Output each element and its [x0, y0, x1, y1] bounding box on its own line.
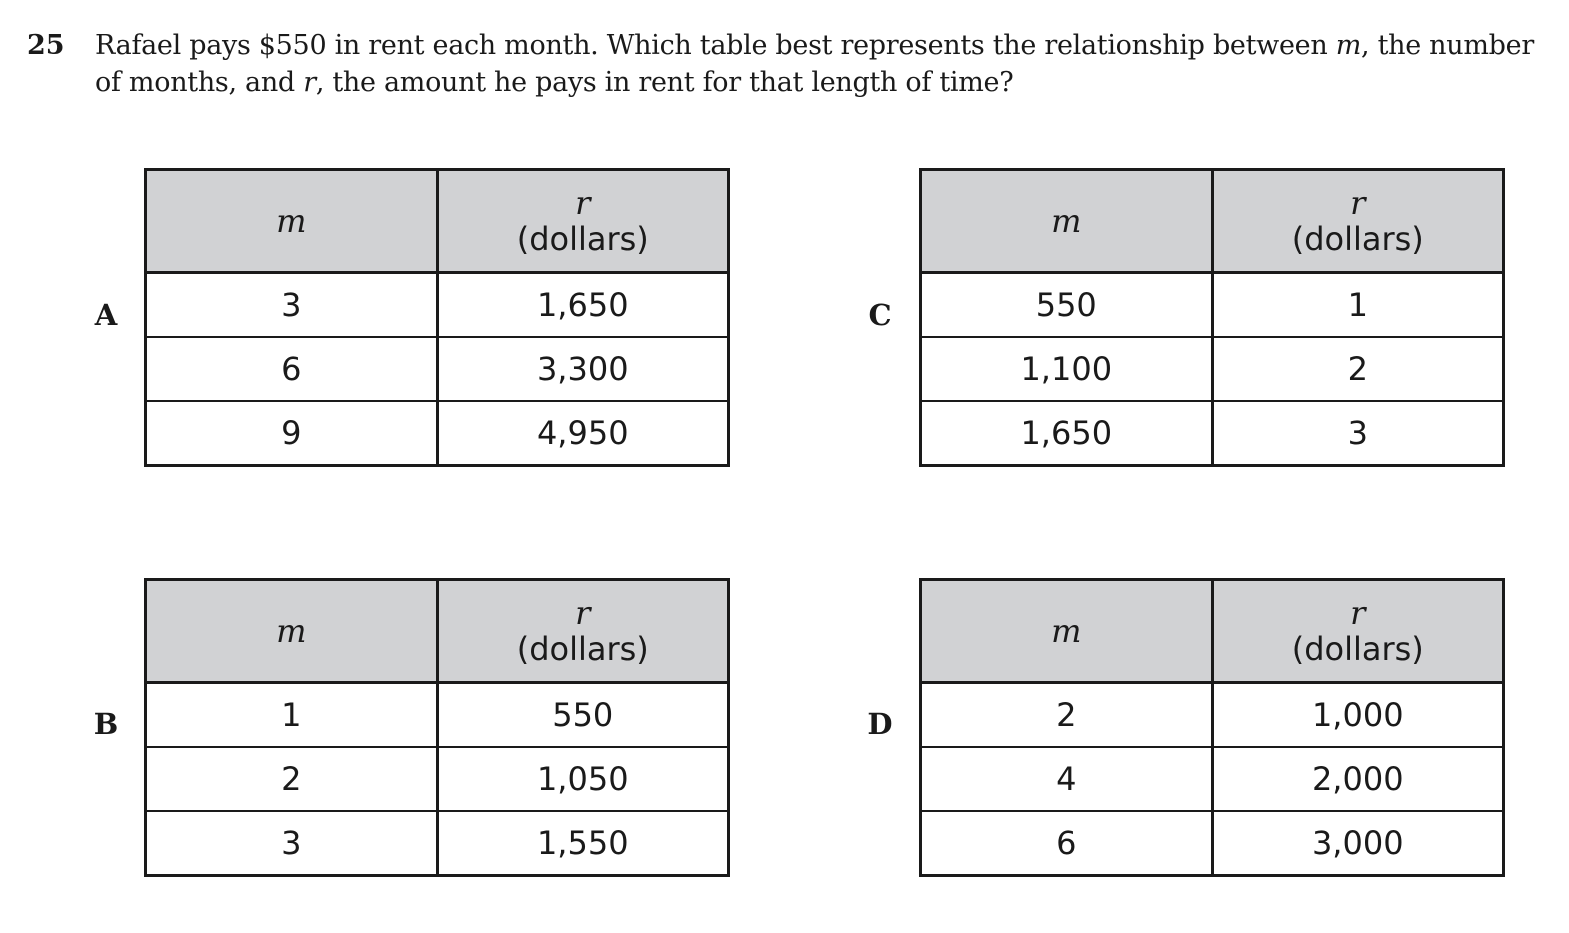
table-header-row — [921, 170, 1504, 273]
header-r-unit: (dollars) — [1291, 630, 1424, 668]
r-value: 3,300 — [437, 337, 729, 401]
header-r-cell — [1212, 170, 1504, 273]
header-r-cell — [1212, 580, 1504, 683]
header-m: m — [1051, 202, 1082, 240]
table-header-row — [146, 580, 729, 683]
table-row — [146, 683, 729, 748]
option-c-letter[interactable]: C — [868, 298, 892, 332]
option-b-letter[interactable]: B — [93, 707, 119, 741]
header-r-unit: (dollars) — [516, 630, 649, 668]
option-b-table[interactable] — [144, 578, 730, 877]
header-m: m — [276, 202, 307, 240]
question-text-part3: , the amount he pays in rent for that length of time? — [315, 67, 1014, 98]
header-r-unit: (dollars) — [1291, 220, 1424, 258]
m-value: 3 — [146, 811, 438, 876]
m-value: 4 — [921, 747, 1213, 811]
table-header-row — [921, 580, 1504, 683]
question-text-part1: Rafael pays $550 in rent each month. Which table best represents the relationship between — [95, 30, 1336, 61]
header-r-cell — [437, 170, 729, 273]
r-value: 1,550 — [437, 811, 729, 876]
table-row — [921, 683, 1504, 748]
option-d-letter[interactable]: D — [867, 707, 893, 741]
table-row — [146, 273, 729, 338]
variable-m: m — [1335, 30, 1362, 61]
header-r: r — [1350, 184, 1366, 222]
r-value: 1,000 — [1212, 683, 1504, 748]
question-number: 25 — [27, 30, 65, 61]
header-m-cell — [921, 170, 1213, 273]
header-r: r — [575, 594, 591, 632]
m-value: 2 — [146, 747, 438, 811]
r-value: 1,650 — [437, 273, 729, 338]
m-value: 9 — [146, 401, 438, 466]
header-m-cell — [146, 580, 438, 683]
m-value: 3 — [146, 273, 438, 338]
option-a-table[interactable] — [144, 168, 730, 467]
question-text — [95, 27, 1535, 101]
table-header-row — [146, 170, 729, 273]
r-value: 1 — [1212, 273, 1504, 338]
header-m: m — [1051, 612, 1082, 650]
table-row — [146, 747, 729, 811]
m-value: 1 — [146, 683, 438, 748]
m-value: 6 — [921, 811, 1213, 876]
r-value: 2,000 — [1212, 747, 1504, 811]
header-r: r — [575, 184, 591, 222]
table-row — [146, 337, 729, 401]
header-r: r — [1350, 594, 1366, 632]
r-value: 4,950 — [437, 401, 729, 466]
table-row — [921, 273, 1504, 338]
question-text-part2: , the number of months, and — [95, 30, 1534, 98]
header-r-unit: (dollars) — [516, 220, 649, 258]
header-r-cell — [437, 580, 729, 683]
table-row — [921, 811, 1504, 876]
variable-r: r — [303, 67, 316, 98]
table-row — [921, 337, 1504, 401]
option-a-letter[interactable]: A — [94, 298, 118, 332]
r-value: 550 — [437, 683, 729, 748]
table-row — [146, 811, 729, 876]
m-value: 1,100 — [921, 337, 1213, 401]
m-value: 6 — [146, 337, 438, 401]
table-row — [921, 747, 1504, 811]
r-value: 3 — [1212, 401, 1504, 466]
header-m: m — [276, 612, 307, 650]
r-value: 1,050 — [437, 747, 729, 811]
header-m-cell — [921, 580, 1213, 683]
table-row — [921, 401, 1504, 466]
m-value: 1,650 — [921, 401, 1213, 466]
m-value: 2 — [921, 683, 1213, 748]
option-c-table[interactable] — [919, 168, 1505, 467]
r-value: 2 — [1212, 337, 1504, 401]
option-d-table[interactable] — [919, 578, 1505, 877]
m-value: 550 — [921, 273, 1213, 338]
r-value: 3,000 — [1212, 811, 1504, 876]
table-row — [146, 401, 729, 466]
header-m-cell — [146, 170, 438, 273]
